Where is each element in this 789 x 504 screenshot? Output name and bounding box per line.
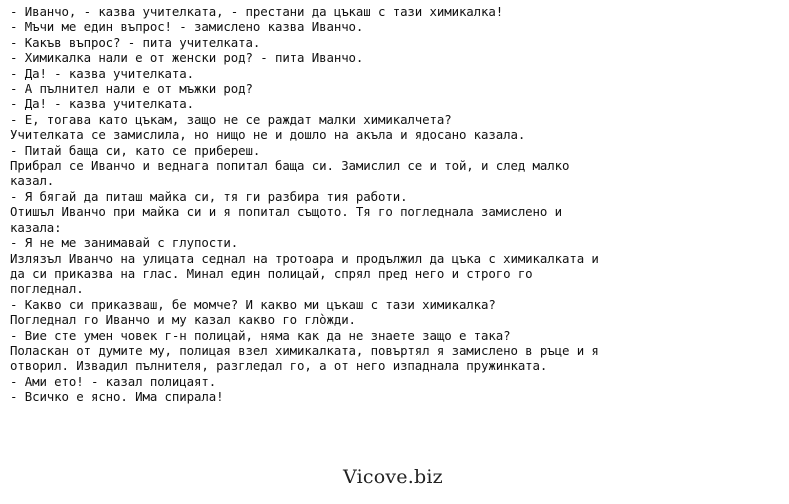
joke-line: - Питай баща си, като се прибереш. bbox=[10, 142, 261, 158]
joke-line: Учителката се замислила, но нищо не и дошло на акъла и ядосано казала. bbox=[10, 127, 526, 143]
joke-line: Погледнал го Иванчо и му казал какво го глòжди. bbox=[10, 312, 356, 328]
joke-line: казал. bbox=[10, 173, 55, 189]
joke-line: Прибрал се Иванчо и веднага попитал баща си. Замислил се и той, и след малко bbox=[10, 158, 570, 174]
joke-line: - Всичко е ясно. Има спирала! bbox=[10, 389, 224, 405]
joke-line: погледнал. bbox=[10, 281, 84, 297]
joke-line: - А пълнител нали е от мъжки род? bbox=[10, 81, 253, 97]
joke-line: - Е, тогава като цъкам, защо не се раждат малки химикалчета? bbox=[10, 111, 452, 127]
joke-line: - Вие сте умен човек г-н полицай, няма как да не знаете защо е така? bbox=[10, 327, 511, 343]
joke-line: Излязъл Иванчо на улицата седнал на тротоара и продължил да цъка с химикалката и bbox=[10, 250, 599, 266]
joke-line: - Какво си приказваш, бе момче? И какво ми цъкаш с тази химикалка? bbox=[10, 296, 496, 312]
joke-line: - Мъчи ме един въпрос! - замислено казва Иванчо. bbox=[10, 19, 364, 35]
joke-line: - Я бягай да питаш майка си, тя ги разбира тия работи. bbox=[10, 188, 408, 204]
joke-line: - Да! - казва учителката. bbox=[10, 96, 194, 112]
joke-line: - Ами ето! - казал полицаят. bbox=[10, 373, 217, 389]
joke-line: - Какъв въпрос? - пита учителката. bbox=[10, 34, 261, 50]
joke-text bbox=[10, 4, 785, 405]
joke-line: - Химикалка нали е от женски род? - пита Иванчо. bbox=[10, 50, 364, 66]
site-watermark: Vicove.biz bbox=[343, 466, 443, 488]
joke-line: казала: bbox=[10, 219, 62, 235]
joke-line: отворил. Извадил пълнителя, разгледал го, а от него изпаднала пружинката. bbox=[10, 358, 548, 374]
joke-line: - Иванчо, - казва учителката, - престани да цъкаш с тази химикалка! bbox=[10, 4, 504, 19]
joke-line: - Да! - казва учителката. bbox=[10, 65, 194, 81]
joke-line: - Я не ме занимавай с глупости. bbox=[10, 235, 239, 251]
joke-line: Поласкан от думите му, полицая взел химикалката, повъртял я замислено в ръце и я bbox=[10, 342, 599, 358]
joke-line: Отишъл Иванчо при майка си и я попитал същото. Тя го погледнала замислено и bbox=[10, 204, 562, 220]
joke-line: да си приказва на глас. Минал един полицай, спрял пред него и строго го bbox=[10, 265, 533, 281]
